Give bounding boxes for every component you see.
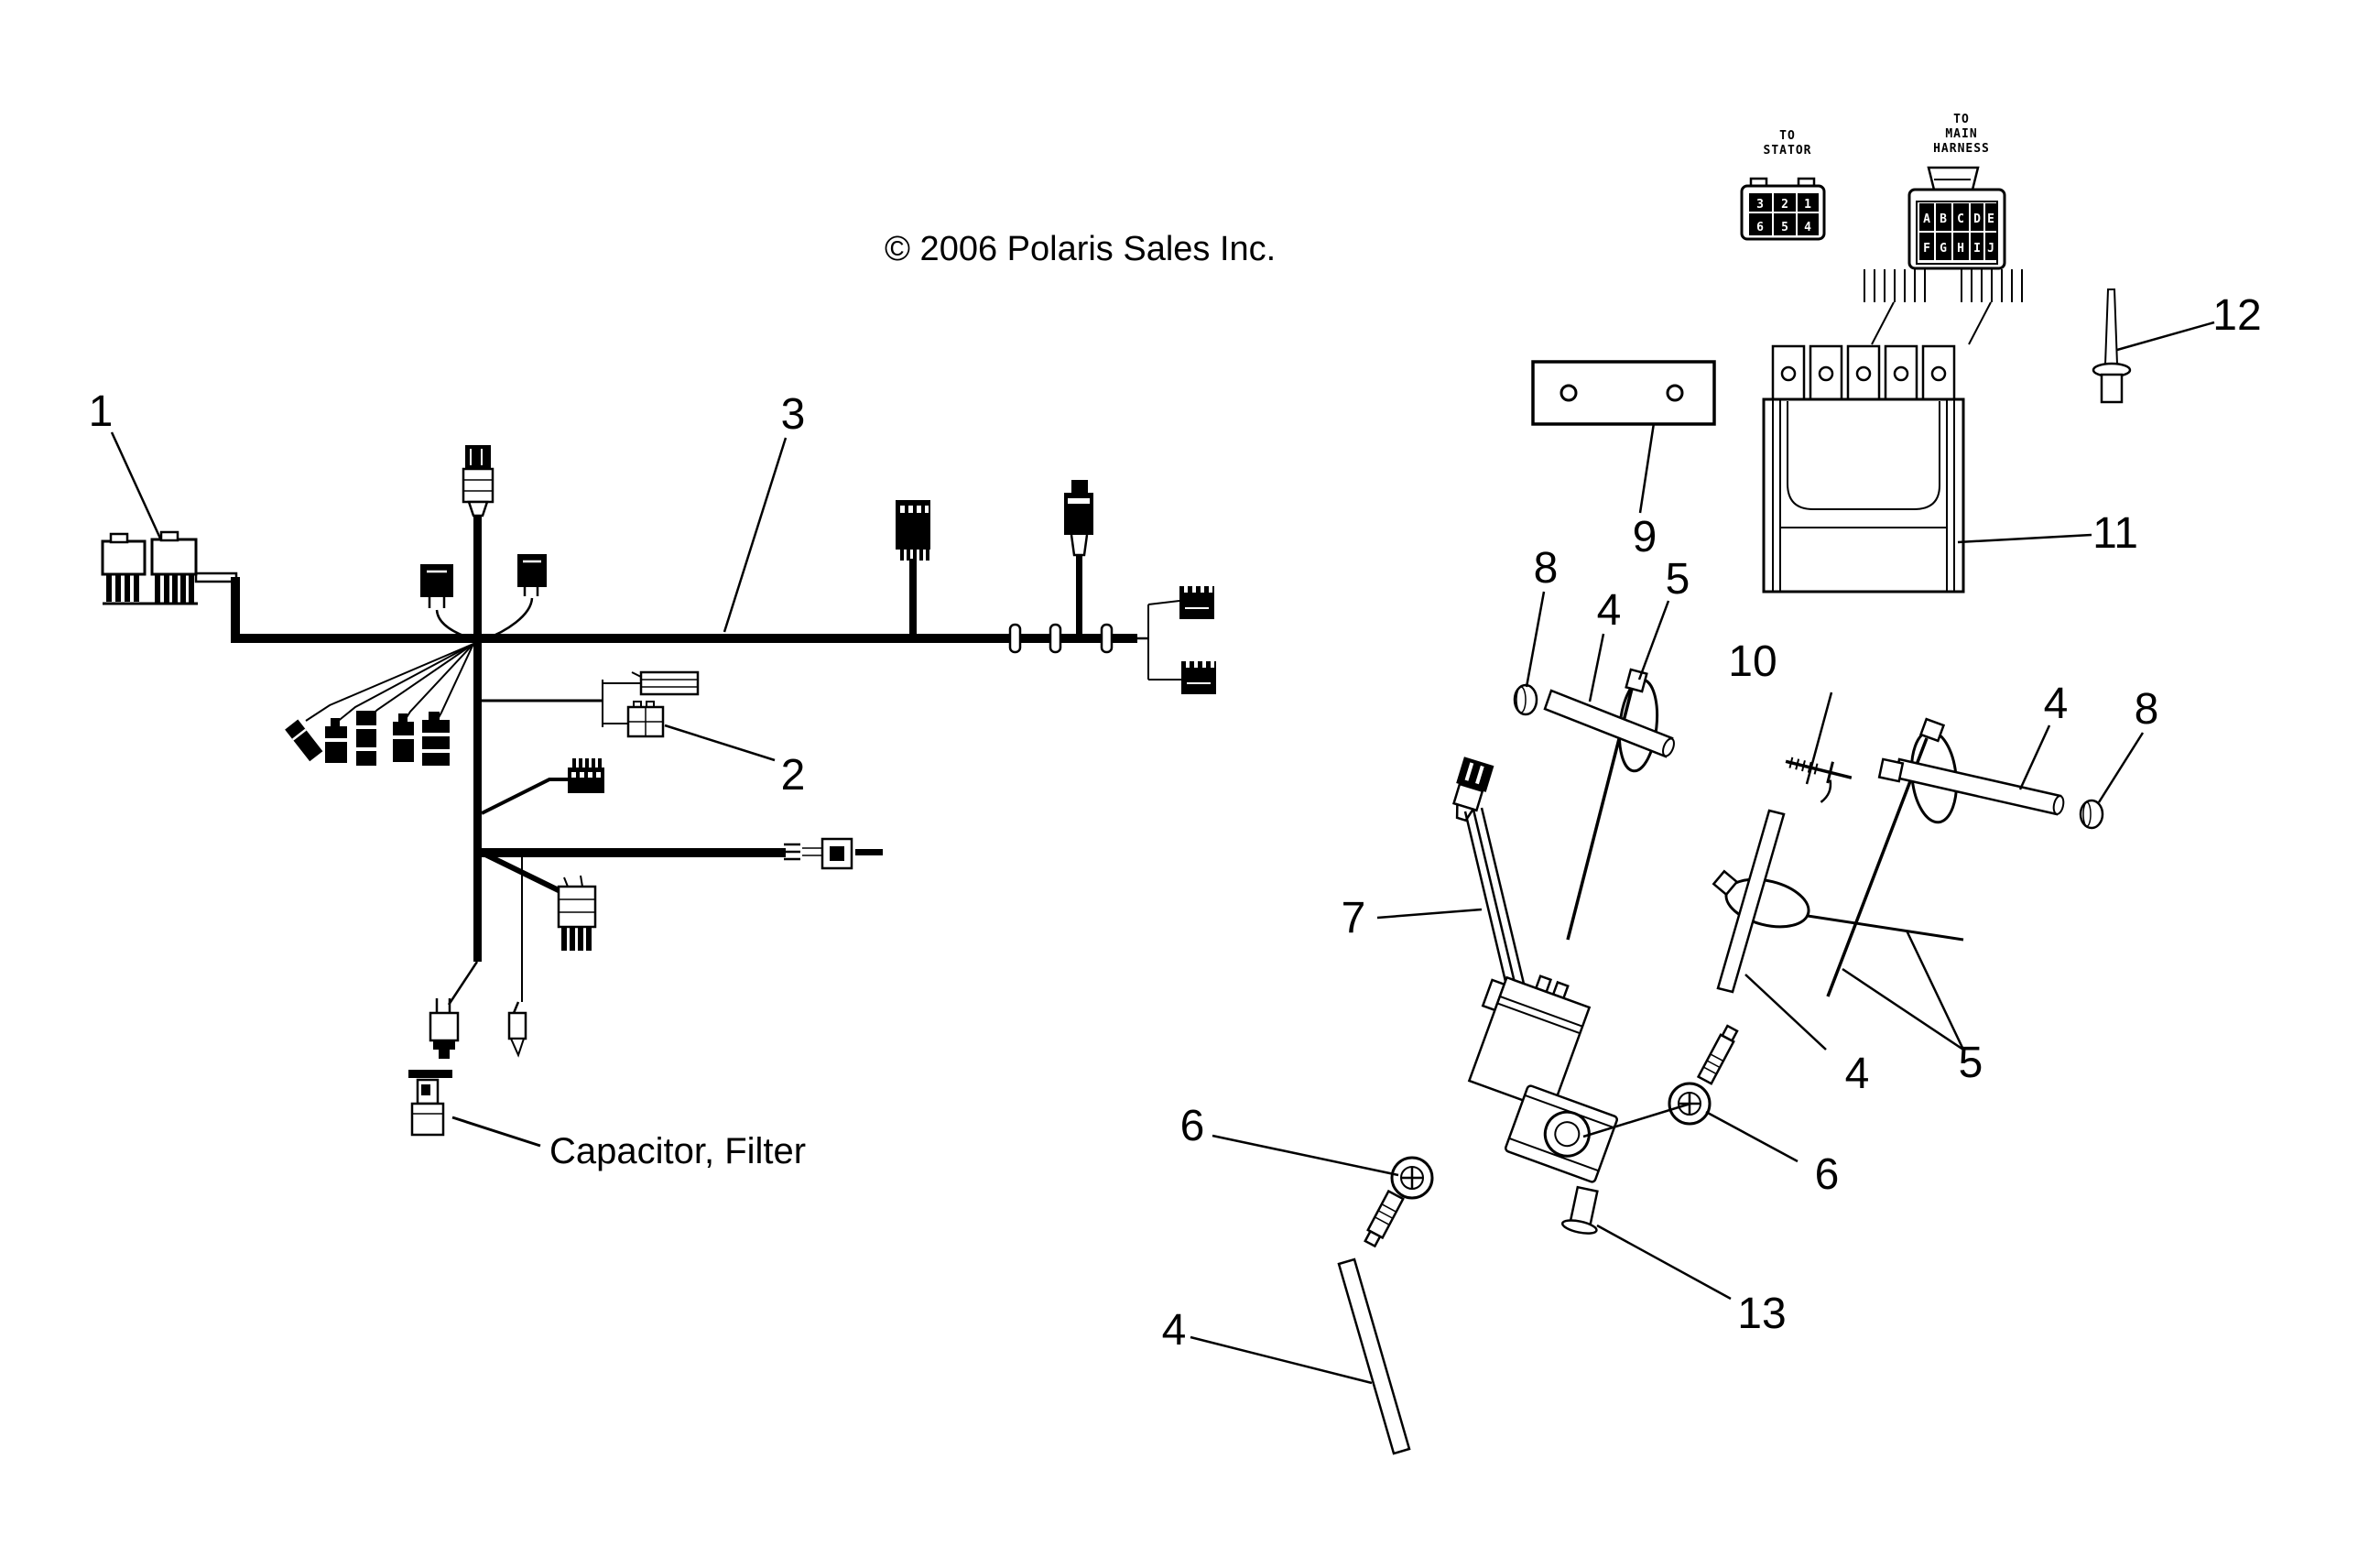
harness-pin: C <box>1957 212 1964 226</box>
harness-pin: F <box>1923 242 1930 256</box>
bolt-13 <box>1561 1186 1604 1236</box>
harness-pin: E <box>1987 212 1994 226</box>
wire-combs <box>1864 269 2022 344</box>
rivet-pin <box>2093 289 2130 402</box>
tube-4-left <box>1545 691 1672 757</box>
stator-pin: 4 <box>1804 221 1811 234</box>
trunk-relay-connector <box>896 500 930 636</box>
callout-4-right: 4 <box>2043 680 2069 728</box>
harness-pin: H <box>1957 242 1964 256</box>
stator-pin: 3 <box>1756 198 1764 212</box>
elbow-fitting-left <box>1363 1158 1432 1247</box>
stator-connector <box>1742 179 1824 239</box>
loop-pin-5-mid-head <box>1713 871 1736 894</box>
callout-4-middle: 4 <box>1844 1050 1870 1098</box>
branch-lower-long <box>478 839 883 868</box>
callout-4-left: 4 <box>1596 586 1622 635</box>
regulator-assembly <box>1533 113 2130 592</box>
callout-10: 10 <box>1728 637 1777 686</box>
callout-13: 13 <box>1737 1290 1787 1338</box>
callout-6-right: 6 <box>1814 1150 1840 1199</box>
solenoid-wires <box>1465 808 1524 989</box>
elbow-fitting-right <box>1669 1025 1739 1124</box>
callout-12: 12 <box>2212 291 2262 340</box>
branch-comb-connector <box>480 852 595 951</box>
solenoid-connector <box>1447 757 1494 823</box>
solenoid-assembly <box>1339 670 2103 1454</box>
harness-pin: A <box>1923 212 1930 226</box>
tube-4-bottom <box>1339 1259 1409 1454</box>
main-harness-connector <box>1909 168 2005 268</box>
loop-pin-5-right-head <box>1921 719 1944 741</box>
callout-5-right: 5 <box>1958 1039 1983 1087</box>
callout-4-bottom: 4 <box>1161 1306 1187 1355</box>
to-stator-line1: TO <box>1779 129 1796 143</box>
capacitor-note: Capacitor, Filter <box>549 1131 807 1171</box>
callout-8-left: 8 <box>1533 544 1559 593</box>
stator-pin: 6 <box>1756 221 1764 234</box>
to-main-harness-line2: MAIN <box>1945 127 1978 141</box>
main-wiring-harness <box>103 445 1216 1171</box>
loop-pin-5-left-head <box>1626 670 1647 691</box>
callout-3: 3 <box>780 390 806 439</box>
copyright-text: © 2006 Polaris Sales Inc. <box>885 230 1277 268</box>
trunk-end-connectors <box>1148 586 1216 694</box>
loop-pin-5-mid-rod <box>1808 916 1963 940</box>
stator-pin: 1 <box>1804 198 1811 212</box>
to-main-harness-line1: TO <box>1953 113 1970 126</box>
regulator-box <box>1764 346 1963 592</box>
pin-10 <box>1778 751 1854 809</box>
harness-pin: G <box>1940 242 1947 256</box>
branch-relay-connector <box>482 758 604 813</box>
hub-upper-connector-right <box>484 554 547 639</box>
callout-9: 9 <box>1632 513 1657 561</box>
harness-pin: I <box>1973 242 1981 256</box>
capacitor-filter <box>408 1070 540 1146</box>
callout-5-left: 5 <box>1665 555 1690 604</box>
hub-fan-wires <box>306 644 473 723</box>
callout-2: 2 <box>780 751 806 800</box>
to-main-harness-line3: HARNESS <box>1933 142 1990 156</box>
to-stator-line2: STATOR <box>1763 144 1812 158</box>
callout-1: 1 <box>88 387 114 436</box>
callout-8-right: 8 <box>2134 685 2159 734</box>
stem-top-connector <box>463 445 493 516</box>
harness-pin: D <box>1973 212 1981 226</box>
stator-pin: 5 <box>1781 221 1788 234</box>
callout-11: 11 <box>2092 509 2138 558</box>
fuse-block-connectors <box>103 532 236 604</box>
stator-pin: 2 <box>1781 198 1788 212</box>
callout-6-left: 6 <box>1179 1102 1205 1150</box>
hub-upper-connector-left <box>420 564 473 639</box>
trunk-tall-connector <box>1064 480 1093 636</box>
harness-pin: J <box>1987 242 1994 256</box>
harness-pin: B <box>1940 212 1947 226</box>
mounting-plate <box>1533 362 1714 424</box>
solenoid-coil <box>1457 961 1593 1111</box>
callout-7: 7 <box>1341 894 1366 942</box>
